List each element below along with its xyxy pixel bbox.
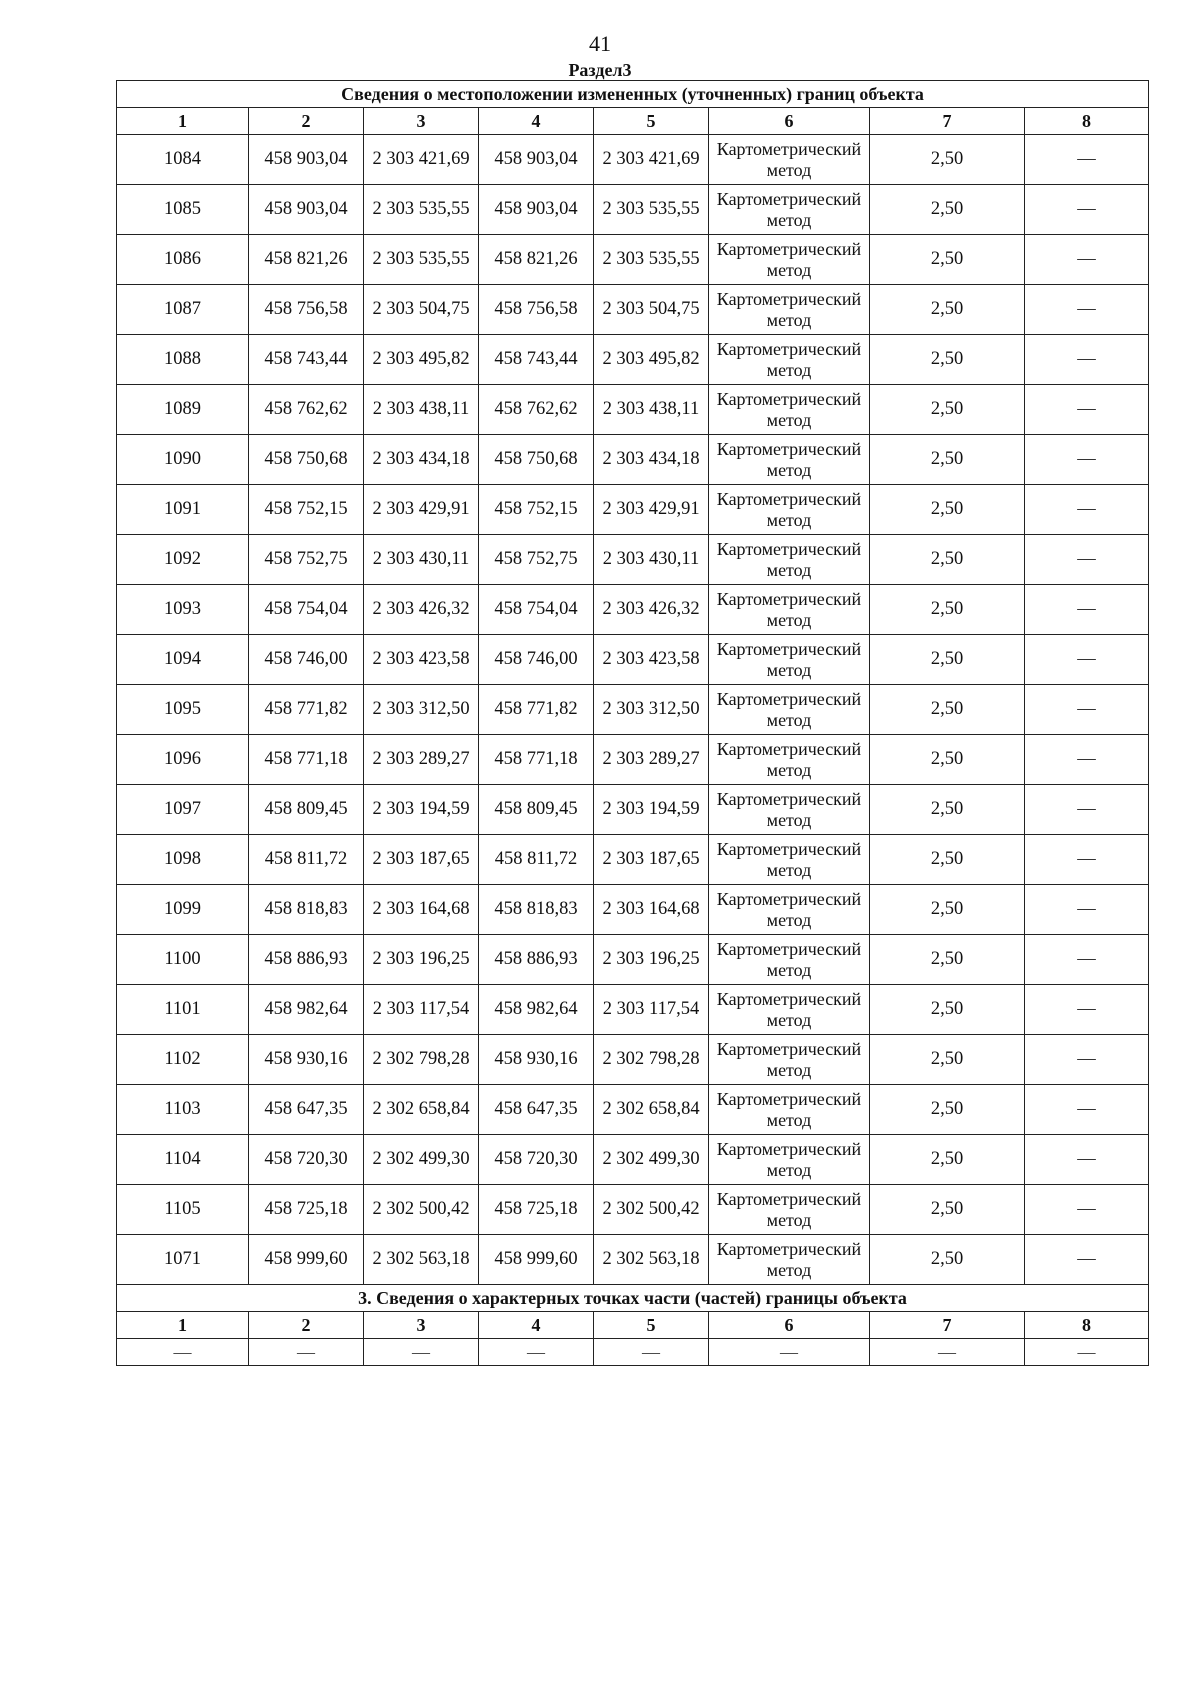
table-cell: — [1025,935,1149,985]
table-cell: 1090 [117,435,249,485]
table-cell: 458 720,30 [249,1135,364,1185]
table-cell: 458 818,83 [249,885,364,935]
table-cell: 1100 [117,935,249,985]
table-cell: 2 303 196,25 [594,935,709,985]
table-cell: 2,50 [870,785,1025,835]
table-row [117,835,1149,885]
table-cell: 2,50 [870,735,1025,785]
table-cell: Картометрический метод [709,585,870,635]
table-cell: 2 303 423,58 [594,635,709,685]
table-cell: 458 771,82 [249,685,364,735]
table-cell: 2,50 [870,1185,1025,1235]
table-row [117,1235,1149,1285]
table-cell: 1091 [117,485,249,535]
table-cell: 458 754,04 [249,585,364,635]
table-cell: 458 771,18 [479,735,594,785]
table-cell: Картометрический метод [709,985,870,1035]
table-cell: Картометрический метод [709,1185,870,1235]
table-cell: 2,50 [870,385,1025,435]
table-cell: — [1025,535,1149,585]
table-row [117,1035,1149,1085]
table-cell: 2 302 563,18 [594,1235,709,1285]
table-cell: 1096 [117,735,249,785]
table1-header-cell: 1 [117,108,249,135]
table-cell: — [1025,835,1149,885]
table-cell: 2 303 495,82 [364,335,479,385]
table-row [117,885,1149,935]
section-label: Раздел3 [568,60,632,80]
table-cell: 2 303 434,18 [364,435,479,485]
table1-header-cell: 8 [1025,108,1149,135]
table-cell: 2,50 [870,185,1025,235]
table-cell: — [1025,1135,1149,1185]
table-cell: 458 930,16 [479,1035,594,1085]
table-cell: 2,50 [870,835,1025,885]
table-cell: Картометрический метод [709,635,870,685]
table-cell: Картометрический метод [709,235,870,285]
table-cell: 2 303 429,91 [364,485,479,535]
table-cell: 458 762,62 [479,385,594,435]
table2-header-cell: 7 [870,1312,1025,1339]
table-cell: 458 752,15 [479,485,594,535]
table-row [117,1185,1149,1235]
table-row [117,635,1149,685]
table-cell: 2 303 535,55 [594,235,709,285]
table-cell: — [1025,1035,1149,1085]
table-row [117,485,1149,535]
table-cell: — [1025,585,1149,635]
table-cell: 458 771,18 [249,735,364,785]
table-cell: Картометрический метод [709,1135,870,1185]
table-cell: Картометрический метод [709,385,870,435]
table-cell: 2,50 [870,1085,1025,1135]
table-row [117,1339,1149,1366]
table-cell: 1104 [117,1135,249,1185]
table-cell: 458 809,45 [479,785,594,835]
table-cell: Картометрический метод [709,835,870,885]
table-cell: 2 302 499,30 [364,1135,479,1185]
table-cell: 2 303 164,68 [594,885,709,935]
table2-header-cell: 5 [594,1312,709,1339]
table-cell: 2,50 [870,1035,1025,1085]
table-cell: — [1025,1235,1149,1285]
table-cell: 458 746,00 [479,635,594,685]
table-cell: 458 720,30 [479,1135,594,1185]
table-row [117,535,1149,585]
table-cell: 1089 [117,385,249,435]
table-cell: — [1025,385,1149,435]
table-cell: 1095 [117,685,249,735]
table-cell: 1103 [117,1085,249,1135]
table-cell: 2 303 117,54 [594,985,709,1035]
table-cell: 2 303 289,27 [364,735,479,785]
table-cell: — [364,1339,479,1366]
table-cell: — [1025,335,1149,385]
table-cell: 2,50 [870,585,1025,635]
table-cell: 2,50 [870,935,1025,985]
table2-caption-row [117,1285,1149,1312]
page-number: 41 [589,31,611,56]
table-cell: 2 303 421,69 [364,135,479,185]
table-cell: 2 303 535,55 [364,185,479,235]
table-cell: 1086 [117,235,249,285]
table-cell: 1099 [117,885,249,935]
table-cell: — [709,1339,870,1366]
table-cell: 458 771,82 [479,685,594,735]
table-cell: 458 999,60 [249,1235,364,1285]
table-cell: — [1025,985,1149,1035]
table-cell: — [1025,685,1149,735]
table-cell: — [1025,185,1149,235]
table1-header-cell: 2 [249,108,364,135]
table1-header-cell: 7 [870,108,1025,135]
table-cell: 458 886,93 [479,935,594,985]
table-cell: — [1025,635,1149,685]
table-cell: 458 754,04 [479,585,594,635]
table-cell: — [1025,135,1149,185]
table-cell: — [479,1339,594,1366]
table-cell: 2 303 535,55 [594,185,709,235]
table-cell: 458 821,26 [479,235,594,285]
table-cell: 2,50 [870,985,1025,1035]
table-cell: — [1025,285,1149,335]
table-cell: Картометрический метод [709,935,870,985]
table-row [117,185,1149,235]
table-cell: 2 303 187,65 [594,835,709,885]
table2-header-cell: 2 [249,1312,364,1339]
table-cell: 458 743,44 [249,335,364,385]
table-cell: — [870,1339,1025,1366]
table-cell: 458 750,68 [249,435,364,485]
table-cell: 1087 [117,285,249,335]
table-cell: 2 303 194,59 [364,785,479,835]
table-cell: 458 746,00 [249,635,364,685]
table-cell: Картометрический метод [709,785,870,835]
table-cell: 2 303 426,32 [364,585,479,635]
table-row [117,1085,1149,1135]
table1-caption: Сведения о местоположении измененных (уточненных) границ объекта [117,81,1149,108]
table-cell: 2 303 504,75 [364,285,479,335]
table-cell: 2 303 426,32 [594,585,709,635]
table-cell: 2 302 798,28 [594,1035,709,1085]
table-cell: — [1025,235,1149,285]
table2-header-row [117,1312,1149,1339]
table-cell: — [1025,1085,1149,1135]
table-cell: 2,50 [870,235,1025,285]
table-cell: 2 302 798,28 [364,1035,479,1085]
table-cell: 458 811,72 [249,835,364,885]
table-cell: — [1025,1339,1149,1366]
table-cell: 2 303 429,91 [594,485,709,535]
table-cell: — [1025,785,1149,835]
table-cell: Картометрический метод [709,485,870,535]
table-cell: 2 302 658,84 [364,1085,479,1135]
table2-header-cell: 1 [117,1312,249,1339]
table-cell: 1084 [117,135,249,185]
table-cell: 2 302 500,42 [364,1185,479,1235]
table-row [117,585,1149,635]
table-cell: 458 752,15 [249,485,364,535]
table-cell: 2 303 421,69 [594,135,709,185]
table-cell: 2 303 164,68 [364,885,479,935]
table-cell: 2 303 423,58 [364,635,479,685]
table-cell: 2 303 535,55 [364,235,479,285]
table-row [117,435,1149,485]
table1-header-cell: 5 [594,108,709,135]
table-cell: Картометрический метод [709,535,870,585]
table-cell: Картометрический метод [709,1035,870,1085]
table-cell: 2 302 500,42 [594,1185,709,1235]
table-cell: 458 903,04 [479,135,594,185]
table1-header-cell: 3 [364,108,479,135]
table-cell: 1105 [117,1185,249,1235]
table-cell: Картометрический метод [709,185,870,235]
table-cell: 2,50 [870,485,1025,535]
table-cell: 1071 [117,1235,249,1285]
table-cell: 458 903,04 [249,185,364,235]
table-cell: 2,50 [870,1135,1025,1185]
table-cell: 458 930,16 [249,1035,364,1085]
table-cell: Картометрический метод [709,1235,870,1285]
table-cell: — [117,1339,249,1366]
table-cell: 2 303 194,59 [594,785,709,835]
table-row [117,285,1149,335]
table-cell: 458 999,60 [479,1235,594,1285]
table-row [117,1135,1149,1185]
table-cell: — [594,1339,709,1366]
table-cell: 2,50 [870,1235,1025,1285]
table-cell: 458 903,04 [249,135,364,185]
table-cell: 458 752,75 [249,535,364,585]
coordinates-table [116,80,1149,1366]
table-cell: 458 725,18 [249,1185,364,1235]
table-cell: Картометрический метод [709,335,870,385]
table-cell: Картометрический метод [709,1085,870,1135]
table-cell: Картометрический метод [709,135,870,185]
table1-header-cell: 6 [709,108,870,135]
table-cell: 458 743,44 [479,335,594,385]
table-cell: 2 303 289,27 [594,735,709,785]
table-cell: 1085 [117,185,249,235]
table-cell: Картометрический метод [709,685,870,735]
table-cell: 458 756,58 [249,285,364,335]
table-cell: 1101 [117,985,249,1035]
table-cell: 458 750,68 [479,435,594,485]
table-cell: 458 647,35 [249,1085,364,1135]
table-cell: Картометрический метод [709,435,870,485]
table-cell: — [1025,485,1149,535]
table-cell: 2 303 430,11 [594,535,709,585]
table-cell: 458 725,18 [479,1185,594,1235]
table-cell: 2,50 [870,635,1025,685]
table-cell: 2 302 658,84 [594,1085,709,1135]
table-cell: 2 303 495,82 [594,335,709,385]
table2-header-cell: 4 [479,1312,594,1339]
table-cell: 2 303 187,65 [364,835,479,885]
table-cell: — [1025,435,1149,485]
table-cell: 1088 [117,335,249,385]
table-cell: 2 302 563,18 [364,1235,479,1285]
table-cell: 458 903,04 [479,185,594,235]
table-cell: 458 821,26 [249,235,364,285]
table-cell: — [1025,735,1149,785]
table-cell: — [249,1339,364,1366]
table-row [117,135,1149,185]
table-cell: 1102 [117,1035,249,1085]
table-cell: 2,50 [870,685,1025,735]
table-cell: 458 811,72 [479,835,594,885]
table2-header-cell: 6 [709,1312,870,1339]
table-cell: 2 303 312,50 [594,685,709,735]
table-cell: 1092 [117,535,249,585]
table-cell: — [1025,885,1149,935]
table-row [117,985,1149,1035]
table-cell: 1093 [117,585,249,635]
table-cell: 2 303 434,18 [594,435,709,485]
table-cell: 458 647,35 [479,1085,594,1135]
table-cell: 2 303 438,11 [364,385,479,435]
table-cell: 458 982,64 [479,985,594,1035]
table-cell: Картометрический метод [709,285,870,335]
table-cell: Картометрический метод [709,735,870,785]
table2-caption: 3. Сведения о характерных точках части (частей) границы объекта [117,1285,1149,1312]
table-row [117,935,1149,985]
table-row [117,735,1149,785]
table-cell: 2 303 504,75 [594,285,709,335]
table2-header-cell: 3 [364,1312,479,1339]
table-row [117,685,1149,735]
table-cell: 1097 [117,785,249,835]
table-cell: 2 302 499,30 [594,1135,709,1185]
table-row [117,335,1149,385]
table-cell: 2,50 [870,285,1025,335]
table-cell: 458 752,75 [479,535,594,585]
table-cell: 1098 [117,835,249,885]
table-cell: 458 756,58 [479,285,594,335]
table-cell: 2 303 196,25 [364,935,479,985]
table-row [117,235,1149,285]
table1-header-cell: 4 [479,108,594,135]
table-cell: 1094 [117,635,249,685]
table-cell: 2 303 312,50 [364,685,479,735]
table-cell: 458 886,93 [249,935,364,985]
table-cell: 2 303 430,11 [364,535,479,585]
table-row [117,385,1149,435]
table-cell: 458 762,62 [249,385,364,435]
table-cell: — [1025,1185,1149,1235]
table-cell: 2,50 [870,135,1025,185]
table-cell: 2 303 438,11 [594,385,709,435]
table-cell: 2,50 [870,535,1025,585]
table1-caption-row [117,81,1149,108]
table-cell: 2,50 [870,335,1025,385]
table-cell: 2,50 [870,435,1025,485]
table-cell: 2 303 117,54 [364,985,479,1035]
table2-header-cell: 8 [1025,1312,1149,1339]
table-cell: 458 818,83 [479,885,594,935]
table-row [117,785,1149,835]
table-cell: 458 982,64 [249,985,364,1035]
table-cell: Картометрический метод [709,885,870,935]
table-cell: 458 809,45 [249,785,364,835]
table1-header-row [117,108,1149,135]
table-cell: 2,50 [870,885,1025,935]
